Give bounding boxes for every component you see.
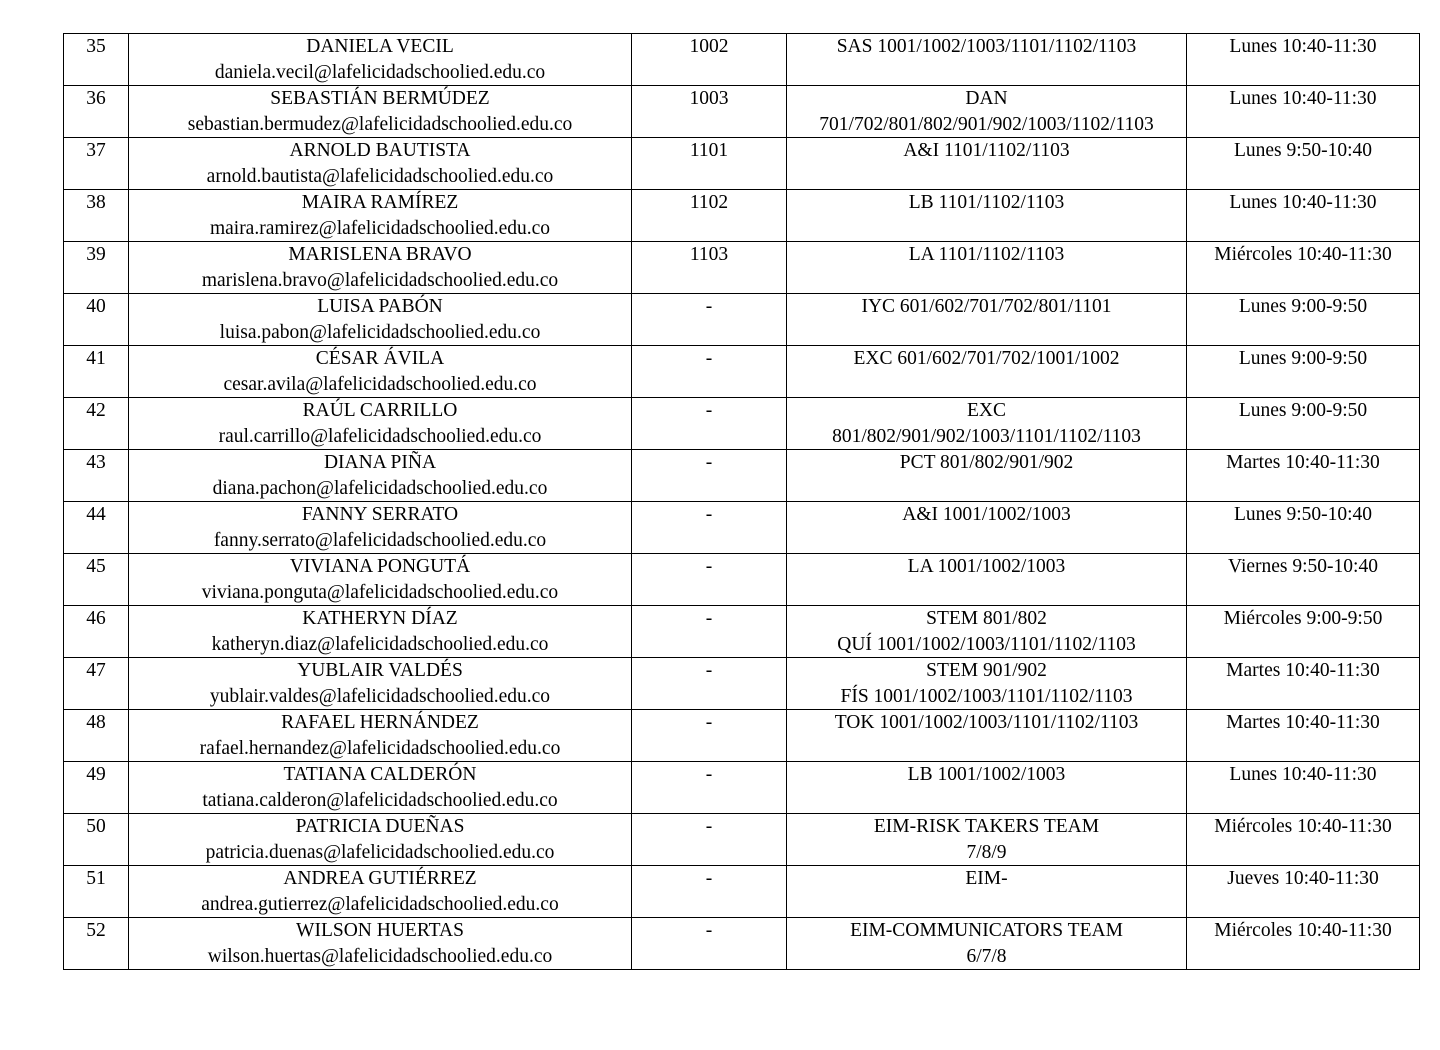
subject-line: PCT 801/802/901/902 <box>899 452 1074 473</box>
schedule-cell <box>1187 554 1420 606</box>
teacher-email: yublair.valdes@lafelicidadschoolied.edu.co <box>209 685 551 707</box>
teacher-cell <box>129 346 632 398</box>
row-number-cell <box>64 86 129 138</box>
row-number: 38 <box>86 192 106 213</box>
table-row <box>64 398 1420 450</box>
group-cell <box>632 138 787 190</box>
teacher-email: katheryn.diaz@lafelicidadschoolied.edu.co <box>211 633 549 655</box>
subjects-cell <box>787 814 1187 866</box>
teacher-cell <box>129 86 632 138</box>
schedule-value: Lunes 9:50-10:40 <box>1233 140 1373 161</box>
group-value: - <box>705 920 713 941</box>
schedule-value: Lunes 10:40-11:30 <box>1229 764 1377 785</box>
teacher-cell <box>129 190 632 242</box>
schedule-value: Lunes 10:40-11:30 <box>1229 192 1377 213</box>
row-number-cell <box>64 138 129 190</box>
teacher-cell <box>129 918 632 970</box>
group-cell <box>632 34 787 86</box>
table-row <box>64 762 1420 814</box>
subjects-cell <box>787 606 1187 658</box>
schedule-value: Miércoles 10:40-11:30 <box>1214 920 1392 941</box>
row-number-cell <box>64 502 129 554</box>
row-number-cell <box>64 554 129 606</box>
subject-line: STEM 801/802 <box>926 608 1047 629</box>
schedule-cell <box>1187 34 1420 86</box>
subject-line: EIM-COMMUNICATORS TEAM <box>850 920 1123 941</box>
row-number: 49 <box>86 764 106 785</box>
row-number-cell <box>64 658 129 710</box>
schedule-cell <box>1187 398 1420 450</box>
teacher-name: MAIRA RAMÍREZ <box>301 192 459 213</box>
group-cell <box>632 762 787 814</box>
row-number-cell <box>64 762 129 814</box>
teacher-name: VIVIANA PONGUTÁ <box>289 556 471 577</box>
group-cell <box>632 502 787 554</box>
teacher-email: maira.ramirez@lafelicidadschoolied.edu.co <box>209 217 551 239</box>
teacher-cell <box>129 710 632 762</box>
subjects-cell <box>787 554 1187 606</box>
row-number-cell <box>64 450 129 502</box>
teacher-schedule-table <box>63 33 1420 970</box>
table-row <box>64 190 1420 242</box>
row-number: 44 <box>86 504 106 525</box>
group-cell <box>632 814 787 866</box>
schedule-cell <box>1187 710 1420 762</box>
teacher-email: luisa.pabon@lafelicidadschoolied.edu.co <box>219 321 541 343</box>
teacher-cell <box>129 866 632 918</box>
group-value: - <box>705 296 713 317</box>
teacher-name: FANNY SERRATO <box>301 504 459 525</box>
subjects-cell <box>787 346 1187 398</box>
group-value: 1102 <box>689 192 729 213</box>
row-number-cell <box>64 606 129 658</box>
row-number: 51 <box>86 868 106 889</box>
group-cell <box>632 346 787 398</box>
subjects-cell <box>787 242 1187 294</box>
schedule-value: Miércoles 10:40-11:30 <box>1214 244 1392 265</box>
schedule-cell <box>1187 606 1420 658</box>
table-row <box>64 658 1420 710</box>
subject-line: STEM 901/902 <box>926 660 1047 681</box>
row-number: 41 <box>86 348 106 369</box>
schedule-value: Lunes 10:40-11:30 <box>1229 88 1377 109</box>
schedule-cell <box>1187 814 1420 866</box>
schedule-cell <box>1187 450 1420 502</box>
teacher-email: patricia.duenas@lafelicidadschoolied.edu.co <box>205 841 555 863</box>
subject-line: LA 1001/1002/1003 <box>907 556 1066 577</box>
teacher-cell <box>129 34 632 86</box>
teacher-email: diana.pachon@lafelicidadschoolied.edu.co <box>212 477 548 499</box>
teacher-name: LUISA PABÓN <box>317 296 443 317</box>
schedule-cell <box>1187 190 1420 242</box>
row-number: 39 <box>86 244 106 265</box>
subjects-cell <box>787 86 1187 138</box>
row-number: 43 <box>86 452 106 473</box>
schedule-cell <box>1187 346 1420 398</box>
subjects-cell <box>787 502 1187 554</box>
teacher-name: WILSON HUERTAS <box>296 920 464 941</box>
row-number: 35 <box>86 36 106 57</box>
schedule-value: Lunes 10:40-11:30 <box>1229 36 1377 57</box>
subjects-cell <box>787 138 1187 190</box>
subject-line: SAS 1001/1002/1003/1101/1102/1103 <box>836 36 1137 57</box>
row-number-cell <box>64 398 129 450</box>
group-cell <box>632 606 787 658</box>
schedule-value: Lunes 9:00-9:50 <box>1238 400 1368 421</box>
group-cell <box>632 554 787 606</box>
subject-line: EXC <box>967 400 1006 421</box>
teacher-cell <box>129 502 632 554</box>
row-number-cell <box>64 866 129 918</box>
schedule-cell <box>1187 138 1420 190</box>
group-cell <box>632 866 787 918</box>
group-value: - <box>705 556 713 577</box>
row-number: 52 <box>86 920 106 941</box>
schedule-value: Martes 10:40-11:30 <box>1226 452 1380 473</box>
teacher-email: tatiana.calderon@lafelicidadschoolied.edu.co <box>202 789 558 811</box>
schedule-cell <box>1187 294 1420 346</box>
teacher-email: daniela.vecil@lafelicidadschoolied.edu.co <box>214 61 546 83</box>
row-number: 46 <box>86 608 106 629</box>
row-number: 47 <box>86 660 106 681</box>
schedule-cell <box>1187 242 1420 294</box>
group-value: - <box>705 816 713 837</box>
group-value: - <box>705 608 713 629</box>
subject-line: 801/802/901/902/1003/1101/1102/1103 <box>832 425 1141 447</box>
row-number: 42 <box>86 400 106 421</box>
group-cell <box>632 710 787 762</box>
teacher-email: rafael.hernandez@lafelicidadschoolied.edu.co <box>199 737 561 759</box>
subject-line: 701/702/801/802/901/902/1003/1102/1103 <box>819 113 1154 135</box>
schedule-value: Lunes 9:00-9:50 <box>1238 296 1368 317</box>
subject-line: QUÍ 1001/1002/1003/1101/1102/1103 <box>837 633 1136 655</box>
row-number-cell <box>64 346 129 398</box>
teacher-cell <box>129 294 632 346</box>
teacher-name: TATIANA CALDERÓN <box>283 764 477 785</box>
schedule-value: Martes 10:40-11:30 <box>1226 660 1380 681</box>
table-row <box>64 502 1420 554</box>
teacher-name: SEBASTIÁN BERMÚDEZ <box>270 88 490 109</box>
subject-line: A&I 1101/1102/1103 <box>903 140 1070 161</box>
group-value: - <box>705 712 713 733</box>
teacher-name: KATHERYN DÍAZ <box>302 608 458 629</box>
teacher-email: cesar.avila@lafelicidadschoolied.edu.co <box>223 373 537 395</box>
group-value: - <box>705 764 713 785</box>
subject-line: LB 1001/1002/1003 <box>907 764 1066 785</box>
subjects-cell <box>787 398 1187 450</box>
table-row <box>64 242 1420 294</box>
teacher-cell <box>129 242 632 294</box>
teacher-email: viviana.ponguta@lafelicidadschoolied.edu.co <box>201 581 559 603</box>
subject-line: 7/8/9 <box>966 841 1007 863</box>
teacher-name: DANIELA VECIL <box>306 36 454 57</box>
group-value: 1003 <box>689 88 729 109</box>
schedule-cell <box>1187 658 1420 710</box>
subjects-cell <box>787 450 1187 502</box>
teacher-name: PATRICIA DUEÑAS <box>295 816 465 837</box>
group-cell <box>632 190 787 242</box>
teacher-email: sebastian.bermudez@lafelicidadschoolied.edu.co <box>187 113 573 135</box>
group-cell <box>632 294 787 346</box>
teacher-email: arnold.bautista@lafelicidadschoolied.edu.co <box>206 165 554 187</box>
subject-line: FÍS 1001/1002/1003/1101/1102/1103 <box>840 685 1133 707</box>
teacher-cell <box>129 450 632 502</box>
schedule-value: Viernes 9:50-10:40 <box>1228 556 1378 577</box>
group-cell <box>632 242 787 294</box>
schedule-cell <box>1187 866 1420 918</box>
group-cell <box>632 398 787 450</box>
subjects-cell <box>787 658 1187 710</box>
table-row <box>64 346 1420 398</box>
subjects-cell <box>787 762 1187 814</box>
subject-line: IYC 601/602/701/702/801/1101 <box>861 296 1112 317</box>
table-row <box>64 814 1420 866</box>
teacher-cell <box>129 814 632 866</box>
teacher-cell <box>129 138 632 190</box>
subject-line: LB 1101/1102/1103 <box>908 192 1065 213</box>
group-value: - <box>705 452 713 473</box>
subject-line: DAN <box>965 88 1008 109</box>
subjects-cell <box>787 34 1187 86</box>
group-value: - <box>705 400 713 421</box>
row-number-cell <box>64 34 129 86</box>
teacher-email: fanny.serrato@lafelicidadschoolied.edu.co <box>213 529 547 551</box>
row-number-cell <box>64 242 129 294</box>
schedule-cell <box>1187 762 1420 814</box>
subject-line: A&I 1001/1002/1003 <box>902 504 1071 525</box>
schedule-value: Jueves 10:40-11:30 <box>1227 868 1379 889</box>
table-row <box>64 34 1420 86</box>
row-number: 37 <box>86 140 106 161</box>
group-value: 1101 <box>689 140 729 161</box>
group-value: - <box>705 660 713 681</box>
group-value: 1002 <box>689 36 729 57</box>
schedule-cell <box>1187 502 1420 554</box>
group-cell <box>632 918 787 970</box>
table-row <box>64 866 1420 918</box>
table-row <box>64 294 1420 346</box>
subject-line: EXC 601/602/701/702/1001/1002 <box>853 348 1120 369</box>
teacher-email: raul.carrillo@lafelicidadschoolied.edu.co <box>218 425 542 447</box>
teacher-cell <box>129 606 632 658</box>
teacher-name: RAFAEL HERNÁNDEZ <box>281 712 479 733</box>
subject-line: EIM- <box>965 868 1008 889</box>
schedule-value: Lunes 9:00-9:50 <box>1238 348 1368 369</box>
teacher-email: wilson.huertas@lafelicidadschoolied.edu.co <box>207 945 553 967</box>
teacher-email: marislena.bravo@lafelicidadschoolied.edu.co <box>201 269 559 291</box>
subjects-cell <box>787 710 1187 762</box>
teacher-cell <box>129 658 632 710</box>
group-value: - <box>705 868 713 889</box>
row-number: 50 <box>86 816 106 837</box>
schedule-value: Martes 10:40-11:30 <box>1226 712 1380 733</box>
table-row <box>64 710 1420 762</box>
table-row <box>64 450 1420 502</box>
row-number-cell <box>64 814 129 866</box>
teacher-name: ARNOLD BAUTISTA <box>289 140 471 161</box>
schedule-value: Miércoles 9:00-9:50 <box>1223 608 1383 629</box>
row-number: 45 <box>86 556 106 577</box>
teacher-name: RAÚL CARRILLO <box>302 400 458 421</box>
table-row <box>64 138 1420 190</box>
row-number: 40 <box>86 296 106 317</box>
row-number-cell <box>64 294 129 346</box>
subjects-cell <box>787 294 1187 346</box>
teacher-name: YUBLAIR VALDÉS <box>297 660 463 681</box>
group-cell <box>632 86 787 138</box>
table-body <box>64 34 1420 970</box>
group-value: - <box>705 504 713 525</box>
row-number: 48 <box>86 712 106 733</box>
teacher-email: andrea.gutierrez@lafelicidadschoolied.edu.co <box>201 893 559 915</box>
schedule-cell <box>1187 86 1420 138</box>
subject-line: EIM-RISK TAKERS TEAM <box>873 816 1100 837</box>
teacher-name: DIANA PIÑA <box>323 452 437 473</box>
subject-line: TOK 1001/1002/1003/1101/1102/1103 <box>834 712 1139 733</box>
group-value: - <box>705 348 713 369</box>
row-number-cell <box>64 710 129 762</box>
teacher-cell <box>129 554 632 606</box>
teacher-cell <box>129 398 632 450</box>
table-row <box>64 606 1420 658</box>
schedule-cell <box>1187 918 1420 970</box>
subjects-cell <box>787 190 1187 242</box>
teacher-name: CÉSAR ÁVILA <box>315 348 445 369</box>
schedule-value: Lunes 9:50-10:40 <box>1233 504 1373 525</box>
schedule-value: Miércoles 10:40-11:30 <box>1214 816 1392 837</box>
teacher-name: MARISLENA BRAVO <box>288 244 472 265</box>
teacher-name: ANDREA GUTIÉRREZ <box>283 868 477 889</box>
table-row <box>64 554 1420 606</box>
subjects-cell <box>787 918 1187 970</box>
row-number-cell <box>64 190 129 242</box>
row-number: 36 <box>86 88 106 109</box>
group-cell <box>632 658 787 710</box>
teacher-cell <box>129 762 632 814</box>
group-value: 1103 <box>689 244 729 265</box>
subject-line: 6/7/8 <box>966 945 1007 967</box>
table-row <box>64 918 1420 970</box>
subject-line: LA 1101/1102/1103 <box>908 244 1065 265</box>
row-number-cell <box>64 918 129 970</box>
subjects-cell <box>787 866 1187 918</box>
group-cell <box>632 450 787 502</box>
table-row <box>64 86 1420 138</box>
